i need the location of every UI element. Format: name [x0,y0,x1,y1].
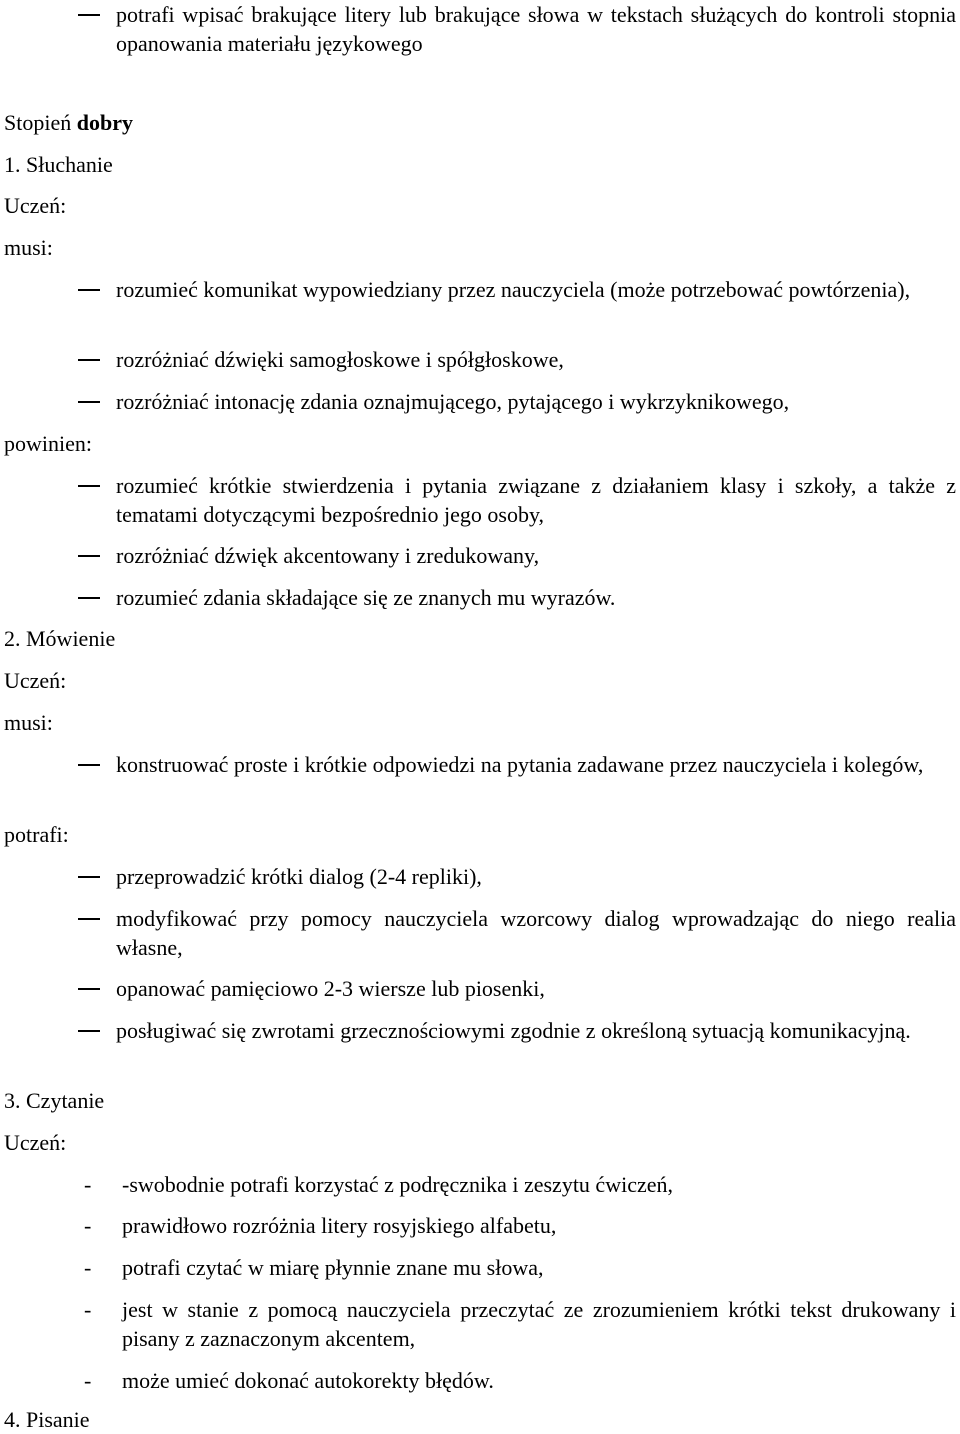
list-item [78,471,956,529]
hyphen-bullet: - [84,1368,92,1393]
student-label: Uczeń: [4,193,67,218]
section-title-listening: 1. Słuchanie [4,152,113,177]
hyphen-bullet: - [84,1213,92,1238]
list-item [84,1295,956,1353]
list-item-text: przeprowadzić krótki dialog (2-4 repliki), [116,864,482,889]
list-item [84,1170,956,1199]
list-item [78,387,956,416]
list-item [78,0,956,58]
list-item-text: -swobodnie potrafi korzystać z podręcznika i zeszytu ćwiczeń, [122,1172,673,1197]
must-label: musi: [4,710,53,735]
list-item-text: rozróżniać intonację zdania oznajmującego, pytającego i wykrzyknikowego, [116,389,790,414]
list-item [84,1253,956,1282]
list-item [78,345,956,374]
level-heading [4,108,133,137]
list-item [78,583,956,612]
should-label: powinien: [4,431,92,456]
list-item-text: może umieć dokonać autokorekty błędów. [122,1368,494,1393]
list-item [78,275,956,304]
list-item-text: modyfikować przy pomocy nauczyciela wzorcowy dialog wprowadzając do niego realia własne, [116,906,956,960]
student-label: Uczeń: [4,1130,67,1155]
list-item [84,1366,956,1395]
list-item-text: potrafi czytać w miarę płynnie znane mu słowa, [122,1255,544,1280]
list-item [78,862,956,891]
level-prefix: Stopień [4,110,77,135]
list-item-text: prawidłowo rozróżnia litery rosyjskiego alfabetu, [122,1213,557,1238]
list-item-text: potrafi wpisać brakujące litery lub brakujące słowa w tekstach służących do kontroli stopnia opanowania materiału językowego [116,2,956,56]
can-label: potrafi: [4,822,69,847]
hyphen-bullet: - [84,1255,92,1280]
list-item-text: rozumieć komunikat wypowiedziany przez nauczyciela (może potrzebować powtórzenia), [116,277,911,302]
list-item-text: opanować pamięciowo 2-3 wiersze lub piosenki, [116,976,545,1001]
level-name: dobry [76,110,133,135]
list-item-text: rozróżniać dźwięk akcentowany i zredukowany, [116,543,540,568]
list-item-text: posługiwać się zwrotami grzecznościowymi zgodnie z określoną sytuacją komunikacyjną. [116,1018,911,1043]
list-item-text: rozumieć krótkie stwierdzenia i pytania związane z działaniem klasy i szkoły, a także z tematami dotyczącymi bezpośrednio jego osoby, [116,473,956,527]
section-title-speaking: 2. Mówienie [4,626,116,651]
list-item [78,541,956,570]
hyphen-bullet: - [84,1297,92,1322]
must-label: musi: [4,235,53,260]
list-item-text: rozumieć zdania składające się ze znanych mu wyrazów. [116,585,616,610]
list-item-text: rozróżniać dźwięki samogłoskowe i spółgłoskowe, [116,347,564,372]
list-item [78,904,956,962]
section-title-writing: 4. Pisanie [4,1407,90,1432]
student-label: Uczeń: [4,668,67,693]
section-title-reading: 3. Czytanie [4,1088,105,1113]
list-item [78,974,956,1003]
list-item-text: jest w stanie z pomocą nauczyciela przeczytać ze zrozumieniem krótki tekst drukowany i pisany z zaznaczonym akcentem, [122,1297,956,1351]
hyphen-bullet: - [84,1172,92,1197]
list-item [78,750,956,779]
list-item-text: konstruować proste i krótkie odpowiedzi na pytania zadawane przez nauczyciela i kolegów, [116,752,924,777]
list-item [78,1016,956,1045]
list-item [84,1211,956,1240]
